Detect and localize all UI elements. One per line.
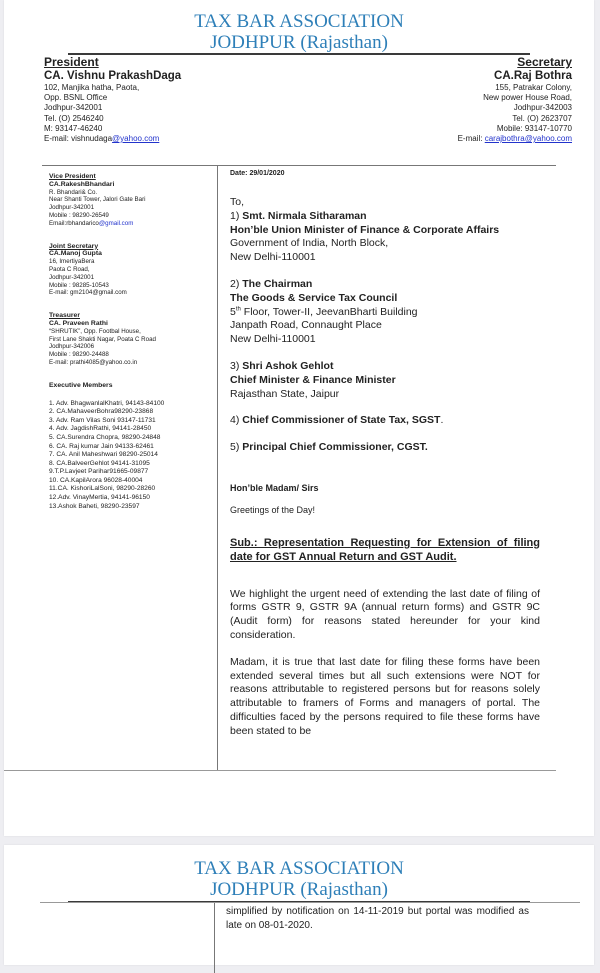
vice-president-role: Vice President [49, 173, 96, 180]
executive-member: 5. CA.Surendra Chopra, 98290-24848 [49, 433, 161, 441]
executive-members-list [49, 400, 224, 512]
recipient-title: The Goods & Service Tax Council [230, 291, 398, 304]
floor-rest: Floor, Tower-II, JeevanBharti Building [240, 305, 418, 318]
email-label: E-mail: [457, 134, 485, 144]
executive-member: 13.Ashok Baheti, 98290-23597 [49, 502, 140, 510]
recipient-address: Rajasthan State, Jaipur [230, 387, 340, 400]
recipient-2 [230, 278, 540, 347]
executive-member: 1. Adv. BhagwanlalKhatri, 94143-84100 [49, 399, 165, 407]
greeting: Greetings of the Day! [230, 504, 316, 515]
recipient-5 [230, 441, 540, 455]
recipient-address: Government of India, North Block, [230, 237, 389, 250]
secretary-address: Jodhpur-342003 [513, 103, 572, 113]
recipient-title: Hon’ble Union Minister of Finance & Corporate Affairs [230, 223, 500, 236]
paragraph: We highlight the urgent need of extending the last date of filing of forms GSTR 9, GSTR 9A (annual return forms) and GSTR 9C (Audit form) for reasons stated hereunder for your kind consideration. [230, 587, 540, 641]
recipient-address: New Delhi-110001 [230, 333, 316, 346]
to-line: To, [230, 196, 245, 208]
recipient-name: Chief Commissioner of State Tax, SGST [242, 414, 441, 427]
continuation-paragraph: simplified by notification on 14-11-2019 but portal was modified as late on 08-01-2020. [226, 906, 529, 931]
document-page-2 [4, 845, 594, 965]
recipient-name: Smt. Nirmala Sitharaman [242, 209, 367, 222]
tr-line: First Lane Shakti Nagar, Poata C Road [49, 335, 156, 343]
recipient-name: The Chairman [242, 277, 313, 290]
tr-line: Jodhpur-342006 [49, 343, 95, 351]
vp-line: R. Bhandari& Co. [49, 188, 98, 196]
email-label: E-mail: [44, 134, 72, 144]
executive-member: 8. CA.BalveerGehlot 94141-31095 [49, 459, 150, 467]
tr-line: Mobile : 98290-24488 [49, 351, 109, 359]
vp-email [49, 220, 224, 228]
treasurer-role: Treasurer [49, 312, 80, 320]
joint-secretary-name: CA.Manoj Gupta [49, 250, 102, 258]
president-address: Jodhpur-342001 [44, 103, 103, 113]
secretary-email-link[interactable]: carajbothra@yahoo.com [484, 134, 572, 144]
paragraph: Madam, it is true that last date for filing these forms have been extended several times but all such extensions were NOT for reasons attributable to registered persons but for reasons solely attributable to framers of Forms and managers of portal. The difficulties faced by the persons required to file these forms have been stated to be [230, 655, 540, 737]
letterhead-rule [68, 53, 530, 55]
tr-line: “SHRUTIK”, Opp. Footbal House, [49, 327, 141, 335]
secretary-name: CA.Raj Bothra [494, 70, 572, 82]
recipient-suffix: . [440, 414, 444, 427]
recipient-name: Principal Chief Commissioner, CGST. [242, 441, 428, 454]
president-phone: Tel. (O) 2546240 [44, 113, 104, 123]
salutation: Hon’ble Madam/ Sirs [230, 482, 319, 493]
executive-members-heading: Executive Members [49, 381, 113, 389]
page-bottom-rule [4, 770, 556, 771]
secretary-phone: Tel. (O) 2623707 [512, 113, 572, 123]
treasurer-block [49, 312, 224, 367]
recipient-4 [230, 414, 540, 428]
recipient-3 [230, 360, 540, 401]
vice-president-block [49, 173, 224, 228]
recipient-num: 5) [230, 441, 243, 454]
president-address: Opp. BSNL Office [44, 93, 108, 103]
president-mobile: M: 93147-46240 [44, 123, 103, 133]
president-block [44, 56, 264, 144]
js-email: E-mail: gm2104@gmail.com [49, 289, 127, 297]
secretary-address: 155, Patrakar Colony, [495, 83, 572, 92]
email-label: Email:rbhandarico [49, 219, 99, 227]
executive-member: 7. CA. Anil Maheshwari 98290-25014 [49, 451, 158, 459]
letter-date: Date: 29/01/2020 [230, 170, 285, 177]
executive-member: 3. Adv. Ram Vilas Soni 93147-11731 [49, 416, 156, 424]
vp-email-link[interactable]: @gmail.com [98, 219, 134, 227]
content-top-rule [42, 165, 556, 166]
tr-email: E-mail: prathi4085@yahoo.co.in [49, 358, 138, 366]
column-divider [214, 903, 215, 973]
executive-member: 10. CA.KapilArora 96028-40004 [49, 476, 143, 484]
recipient-num: 3) [230, 359, 243, 372]
recipient-num: 1) [230, 209, 243, 222]
recipient-title: Chief Minister & Finance Minister [230, 373, 396, 386]
recipient-num: 4) [230, 414, 243, 427]
js-line: Jodhpur-342001 [49, 273, 95, 281]
joint-secretary-block [49, 243, 224, 298]
secretary-mobile: Mobile: 93147-10770 [496, 123, 572, 133]
secretary-block [352, 56, 572, 144]
letter-body [230, 169, 540, 739]
office-bearers-sidebar [49, 173, 224, 511]
email-user: vishnudaga [71, 134, 113, 144]
president-name: CA. Vishnu PrakashDaga [44, 70, 182, 82]
president-address: 102, Manjika hatha, Paota, [44, 83, 140, 92]
secretary-email [352, 134, 572, 144]
joint-secretary-role: Joint Secretary [49, 242, 99, 250]
document-page-1 [4, 0, 594, 836]
executive-member: 11.CA. KishoriLalSoni, 98290-28260 [49, 485, 156, 493]
recipient-name: Shri Ashok Gehlot [242, 359, 334, 372]
recipient-num: 2) [230, 277, 243, 290]
vice-president-name: CA.RakeshBhandari [49, 180, 115, 188]
org-location: JODHPUR (Rajasthan) [210, 879, 388, 900]
js-line: Mobile : 98285-10543 [49, 281, 109, 289]
president-email [44, 134, 264, 144]
subject-line: Sub.: Representation Requesting for Extension of filing date for GST Annual Return and GST Audit. [230, 536, 540, 563]
org-name: TAX BAR ASSOCIATION [194, 858, 404, 879]
executive-member: 4. Adv. JagdishRathi, 94141-28450 [49, 425, 152, 433]
js-line: 16, ImertiyaBera [49, 258, 95, 266]
president-email-link[interactable]: @yahoo.com [112, 134, 160, 144]
recipient-address: New Delhi-110001 [230, 251, 316, 264]
vp-line: Jodhpur-342001 [49, 204, 95, 212]
org-location: JODHPUR (Rajasthan) [210, 32, 388, 53]
js-line: Paota C Road, [49, 265, 90, 273]
president-role: President [44, 55, 99, 69]
vp-line: Near Shanti Tower, Jalori Gate Bari [49, 196, 146, 204]
executive-member: 9.T.P.Lavjeet Parihar91665-09877 [49, 468, 149, 476]
content-top-rule [40, 902, 580, 903]
vp-line: Mobile : 98290-26549 [49, 211, 109, 219]
secretary-role: Secretary [517, 55, 572, 69]
executive-member: 6. CA. Raj kumar Jain 94133-62461 [49, 442, 154, 450]
recipient-1 [230, 210, 540, 265]
treasurer-name: CA. Praveen Rathi [49, 319, 108, 327]
floor-suffix: th [235, 306, 241, 313]
floor-number: 5 [230, 305, 236, 318]
org-name: TAX BAR ASSOCIATION [194, 11, 404, 32]
recipient-address: Janpath Road, Connaught Place [230, 319, 382, 332]
executive-member: 2. CA.MahaveerBohra98290-23868 [49, 408, 154, 416]
secretary-address: New power House Road, [483, 93, 572, 103]
executive-member: 12.Adv. VinayMertia, 94141-96150 [49, 494, 150, 502]
recipient-address [230, 306, 540, 320]
